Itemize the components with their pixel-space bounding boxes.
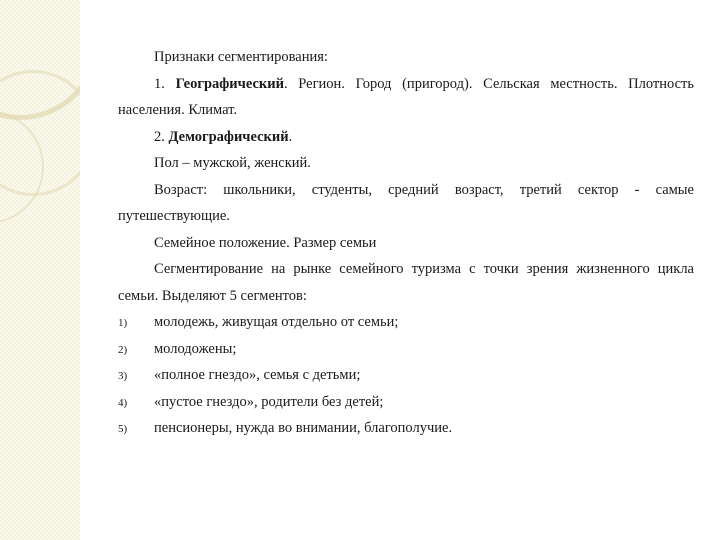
list-item-text: «полное гнездо», семья с детьми; [154,367,361,383]
list-item [118,362,694,389]
list-item [118,336,694,363]
demographic-prefix: 2. [154,128,169,145]
family-status-paragraph: Семейное положение. Размер семьи [154,234,377,251]
demographic-title: Демографический [168,128,289,145]
geographic-title: Географический [175,75,284,92]
list-item [118,309,694,336]
list-item-text: «пустое гнездо», родители без детей; [154,393,384,410]
segmentation-heading: Признаки сегментирования: [154,49,328,65]
geographic-paragraph [118,71,694,124]
age-paragraph: Возраст: школьники, студенты, средний возраст, третий сектор - самые путешествующие. [118,181,694,224]
list-item-text: пенсионеры, нужда во внимании, благополучие. [154,420,453,436]
list-item-number: 1) [118,317,128,329]
segments-list [118,309,694,442]
list-item-number: 5) [118,423,128,435]
demographic-suffix: . [288,128,293,145]
gender-paragraph: Пол – мужской, женский. [154,155,311,171]
segmentation-intro-paragraph: Сегментирование на рынке семейного туризма с точки зрения жизненного цикла семьи. Выделяют 5 сегментов: [118,261,694,304]
demographic-paragraph [118,124,694,151]
slide-content [118,44,694,442]
list-item-number: 3) [118,370,128,382]
list-item [118,389,694,416]
list-item-text: молодежь, живущая отдельно от семьи; [154,314,399,330]
list-item-text: молодожены; [154,340,237,357]
list-item-number: 2) [118,343,128,356]
list-item [118,415,694,442]
geographic-prefix: 1. [154,75,176,92]
list-item-number: 4) [118,396,128,409]
geographic-text: . Регион. Город (пригород). Сельская местность. Плотность населения. Климат. [118,75,694,118]
decorative-side-band [0,0,80,540]
